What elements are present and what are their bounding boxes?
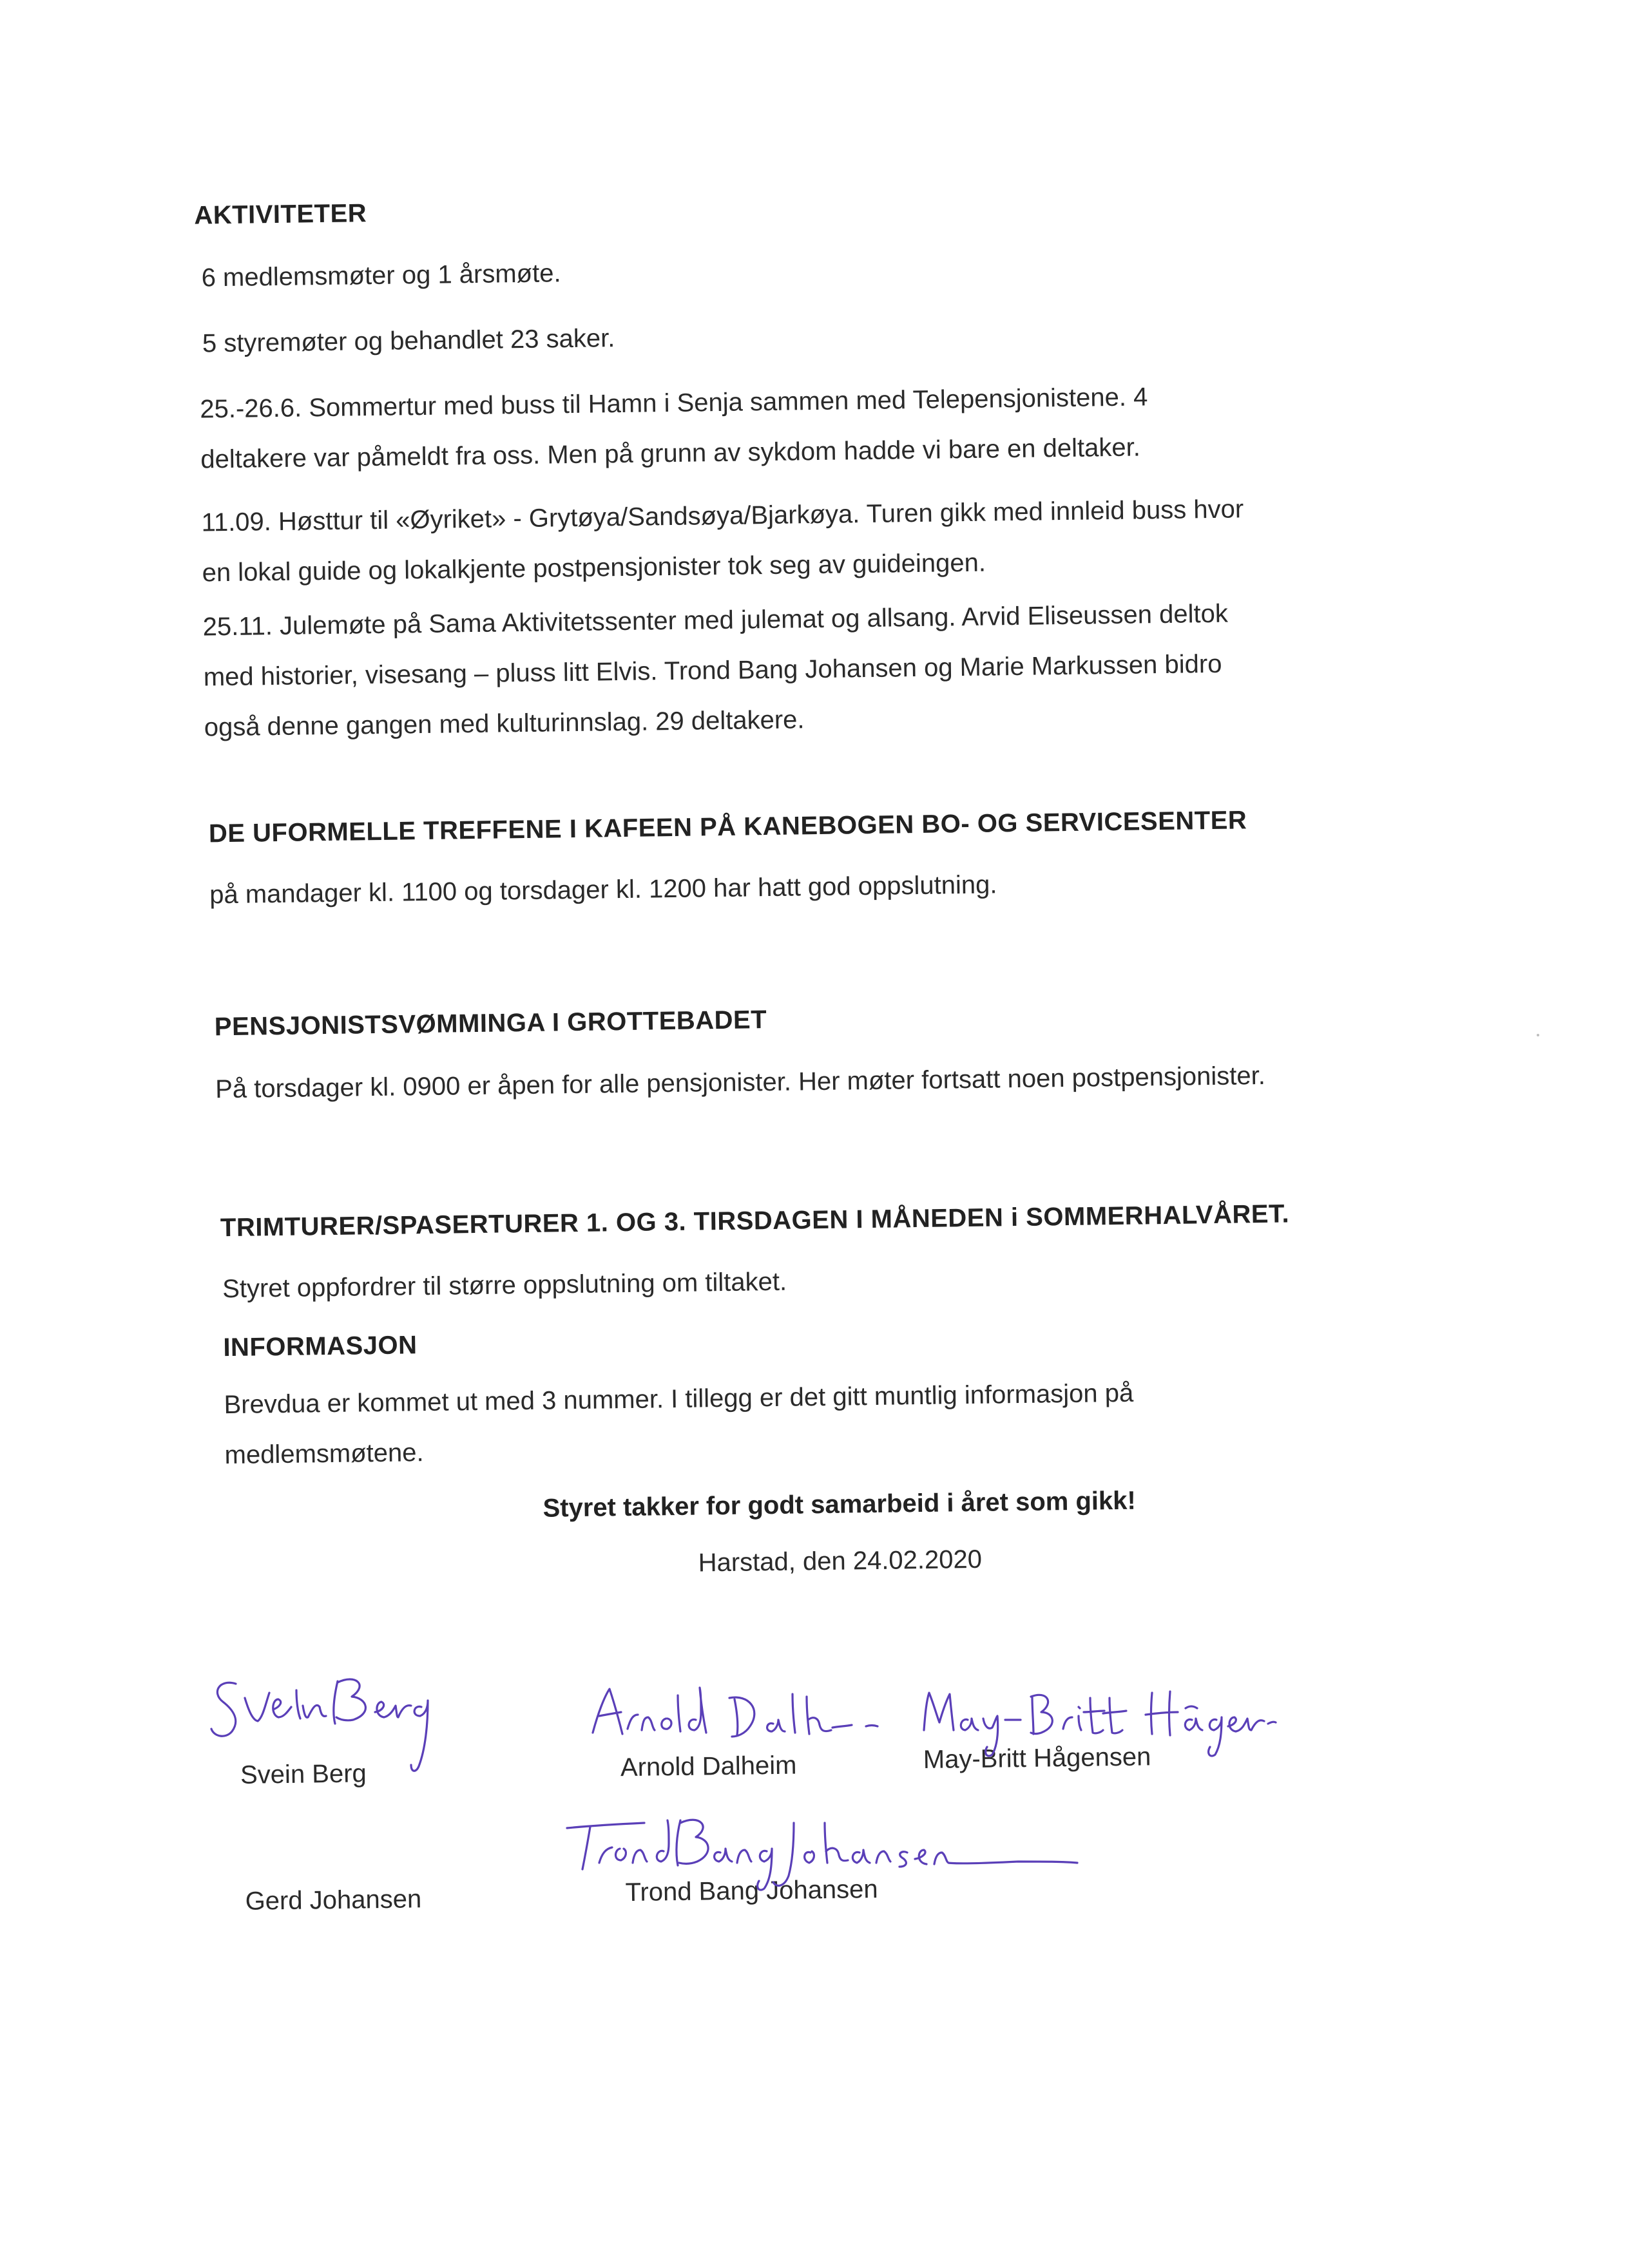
activity-item xyxy=(202,313,615,368)
activity-line: med historier, visesang – pluss litt Elvis. Trond Bang Johansen og Marie Markussen bidro xyxy=(203,649,1222,692)
activity-line: 5 styremøter og behandlet 23 saker. xyxy=(202,324,615,358)
signatory-trond-bang-johansen: Trond Bang Johansen xyxy=(625,1874,878,1907)
activity-item xyxy=(202,589,1229,753)
scan-speck xyxy=(1537,1034,1539,1036)
informasjon-line: Brevdua er kommet ut med 3 nummer. I tillegg er det gitt muntlig informasjon på xyxy=(224,1378,1134,1420)
signature-may-britt-hagensen xyxy=(915,1675,1276,1765)
activity-line: 11.09. Høsttur til «Øyriket» - Grytøya/Sandsøya/Bjarkøya. Turen gikk med innleid buss hvor xyxy=(201,495,1244,537)
heading-svomming: PENSJONISTSVØMMINGA I GROTTEBADET xyxy=(214,1005,767,1042)
place-date: Harstad, den 24.02.2020 xyxy=(698,1545,983,1577)
activity-line: en lokal guide og lokalkjente postpensjonister tok seg av guideingen. xyxy=(202,548,986,587)
activity-line: deltakere var påmeldt fra oss. Men på grunn av sykdom hadde vi bare en deltaker. xyxy=(200,433,1141,474)
signatory-arnold-dalheim: Arnold Dalheim xyxy=(620,1751,797,1782)
signature-trond-bang-johansen xyxy=(554,1804,1082,1907)
signatory-gerd-johansen: Gerd Johansen xyxy=(245,1885,422,1916)
closing-statement: Styret takker for godt samarbeid i året som gikk! xyxy=(543,1486,1137,1523)
heading-trim: TRIMTURER/SPASERTURER 1. OG 3. TIRSDAGEN I MÅNEDEN i SOMMERHALVÅRET. xyxy=(220,1199,1290,1243)
activity-line: 6 medlemsmøter og 1 årsmøte. xyxy=(201,259,561,292)
activity-line: også denne gangen med kulturinnslag. 29 deltakere. xyxy=(204,705,805,742)
signature-svein-berg xyxy=(206,1662,451,1784)
informasjon-text xyxy=(224,1368,1135,1480)
trim-text: Styret oppfordrer til større oppslutning om tiltaket. xyxy=(222,1267,787,1304)
activity-line: 25.-26.6. Sommertur med buss til Hamn i Senja sammen med Telepensjonistene. 4 xyxy=(200,383,1148,424)
activity-item xyxy=(201,248,561,303)
signatory-may-britt-hagensen: May-Britt Hågensen xyxy=(923,1742,1151,1775)
informasjon-line: medlemsmøtene. xyxy=(224,1438,424,1470)
heading-aktiviteter: AKTIVITETER xyxy=(194,199,367,230)
activity-item xyxy=(201,484,1245,598)
activity-item xyxy=(200,372,1149,484)
svomming-text: På torsdager kl. 0900 er åpen for alle pensjonister. Her møter fortsatt noen postpensjonister. xyxy=(215,1061,1266,1104)
signatory-svein-berg: Svein Berg xyxy=(240,1759,367,1789)
activity-line: 25.11. Julemøte på Sama Aktivitetssenter med julemat og allsang. Arvid Eliseussen deltok xyxy=(202,599,1229,642)
heading-informasjon: INFORMASJON xyxy=(223,1331,418,1362)
heading-kafe: DE UFORMELLE TREFFENE I KAFEEN PÅ KANEBOGEN BO- OG SERVICESENTER xyxy=(208,806,1247,848)
signature-arnold-dalheim xyxy=(580,1675,889,1752)
kafe-text: på mandager kl. 1100 og torsdager kl. 1200 har hatt god oppslutning. xyxy=(209,870,997,910)
